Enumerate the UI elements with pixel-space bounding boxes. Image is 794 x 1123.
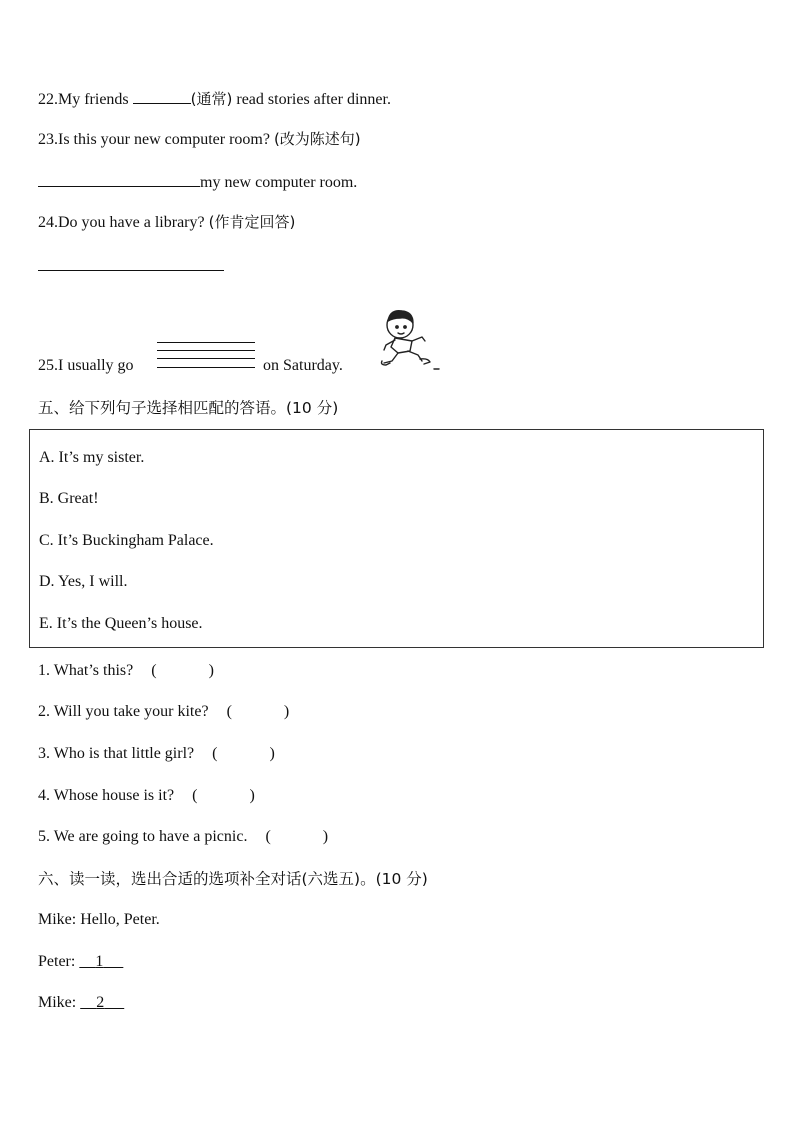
- answer-parentheses[interactable]: ( ): [192, 787, 255, 804]
- question-number: 23.: [38, 131, 58, 148]
- option-d: D. Yes, I will.: [39, 573, 128, 590]
- question-text: 1. What’s this?: [38, 662, 134, 679]
- question-text: 3. Who is that little girl?: [38, 745, 195, 762]
- question-24: [38, 212, 295, 233]
- boy-running-icon: [378, 303, 440, 373]
- question-hint: (通常): [190, 90, 233, 108]
- writing-line[interactable]: [157, 367, 255, 368]
- section-6-heading: 六、读一读，选出合适的选项补全对话(六选五)。(10 分): [38, 870, 428, 888]
- dialogue-blank[interactable]: 1: [95, 953, 104, 970]
- section-5-heading: 五、给下列句子选择相匹配的答语。(10 分): [38, 399, 339, 417]
- answer-line[interactable]: [38, 270, 224, 271]
- question-23-answer: [38, 170, 357, 193]
- question-number: 25.: [38, 357, 58, 374]
- question-text: on Saturday.: [263, 357, 343, 374]
- speaker: Mike:: [38, 994, 77, 1011]
- options-box: [29, 429, 764, 648]
- match-question-4: [38, 786, 255, 806]
- question-text: 5. We are going to have a picnic.: [38, 828, 248, 845]
- option-b: B. Great!: [39, 490, 99, 507]
- question-text: 4. Whose house is it?: [38, 787, 175, 804]
- answer-parentheses[interactable]: ( ): [265, 828, 329, 845]
- match-question-3: [38, 744, 275, 764]
- question-text: 2. Will you take your kite?: [38, 703, 209, 720]
- question-text: I usually go: [58, 357, 134, 374]
- question-text: Do you have a library?: [58, 214, 205, 231]
- question-text: My friends: [58, 91, 129, 108]
- question-text: Is this your new computer room?: [58, 131, 270, 148]
- writing-line[interactable]: [157, 350, 255, 351]
- question-number: 22.: [38, 91, 58, 108]
- speaker: Mike:: [38, 911, 77, 928]
- dialogue-line: [38, 993, 124, 1013]
- option-e: E. It’s the Queen’s house.: [39, 615, 203, 632]
- answer-parentheses[interactable]: ( ): [212, 745, 275, 762]
- answer-blank[interactable]: [38, 170, 200, 187]
- question-25: [38, 356, 134, 376]
- question-23: [38, 129, 361, 150]
- match-question-5: [38, 827, 328, 847]
- option-c: C. It’s Buckingham Palace.: [39, 532, 214, 549]
- match-question-2: [38, 702, 289, 722]
- answer-parentheses[interactable]: ( ): [226, 703, 290, 720]
- dialogue-text: Hello, Peter.: [80, 911, 160, 928]
- answer-parentheses[interactable]: ( ): [151, 662, 214, 679]
- option-a: A. It’s my sister.: [39, 449, 145, 466]
- speaker: Peter:: [38, 953, 76, 970]
- dialogue-line: [38, 952, 123, 972]
- answer-blank[interactable]: [133, 87, 191, 104]
- dialogue-blank[interactable]: 2: [96, 994, 105, 1011]
- question-number: 24.: [38, 214, 58, 231]
- match-question-1: [38, 661, 214, 681]
- question-22: [38, 87, 391, 110]
- dialogue-line: [38, 910, 160, 930]
- answer-text: my new computer room.: [200, 174, 358, 191]
- writing-line[interactable]: [157, 342, 255, 343]
- question-text: read stories after dinner.: [236, 91, 391, 108]
- writing-line[interactable]: [157, 358, 255, 359]
- question-hint: (改为陈述句): [273, 130, 361, 148]
- question-hint: (作肯定回答): [208, 213, 296, 231]
